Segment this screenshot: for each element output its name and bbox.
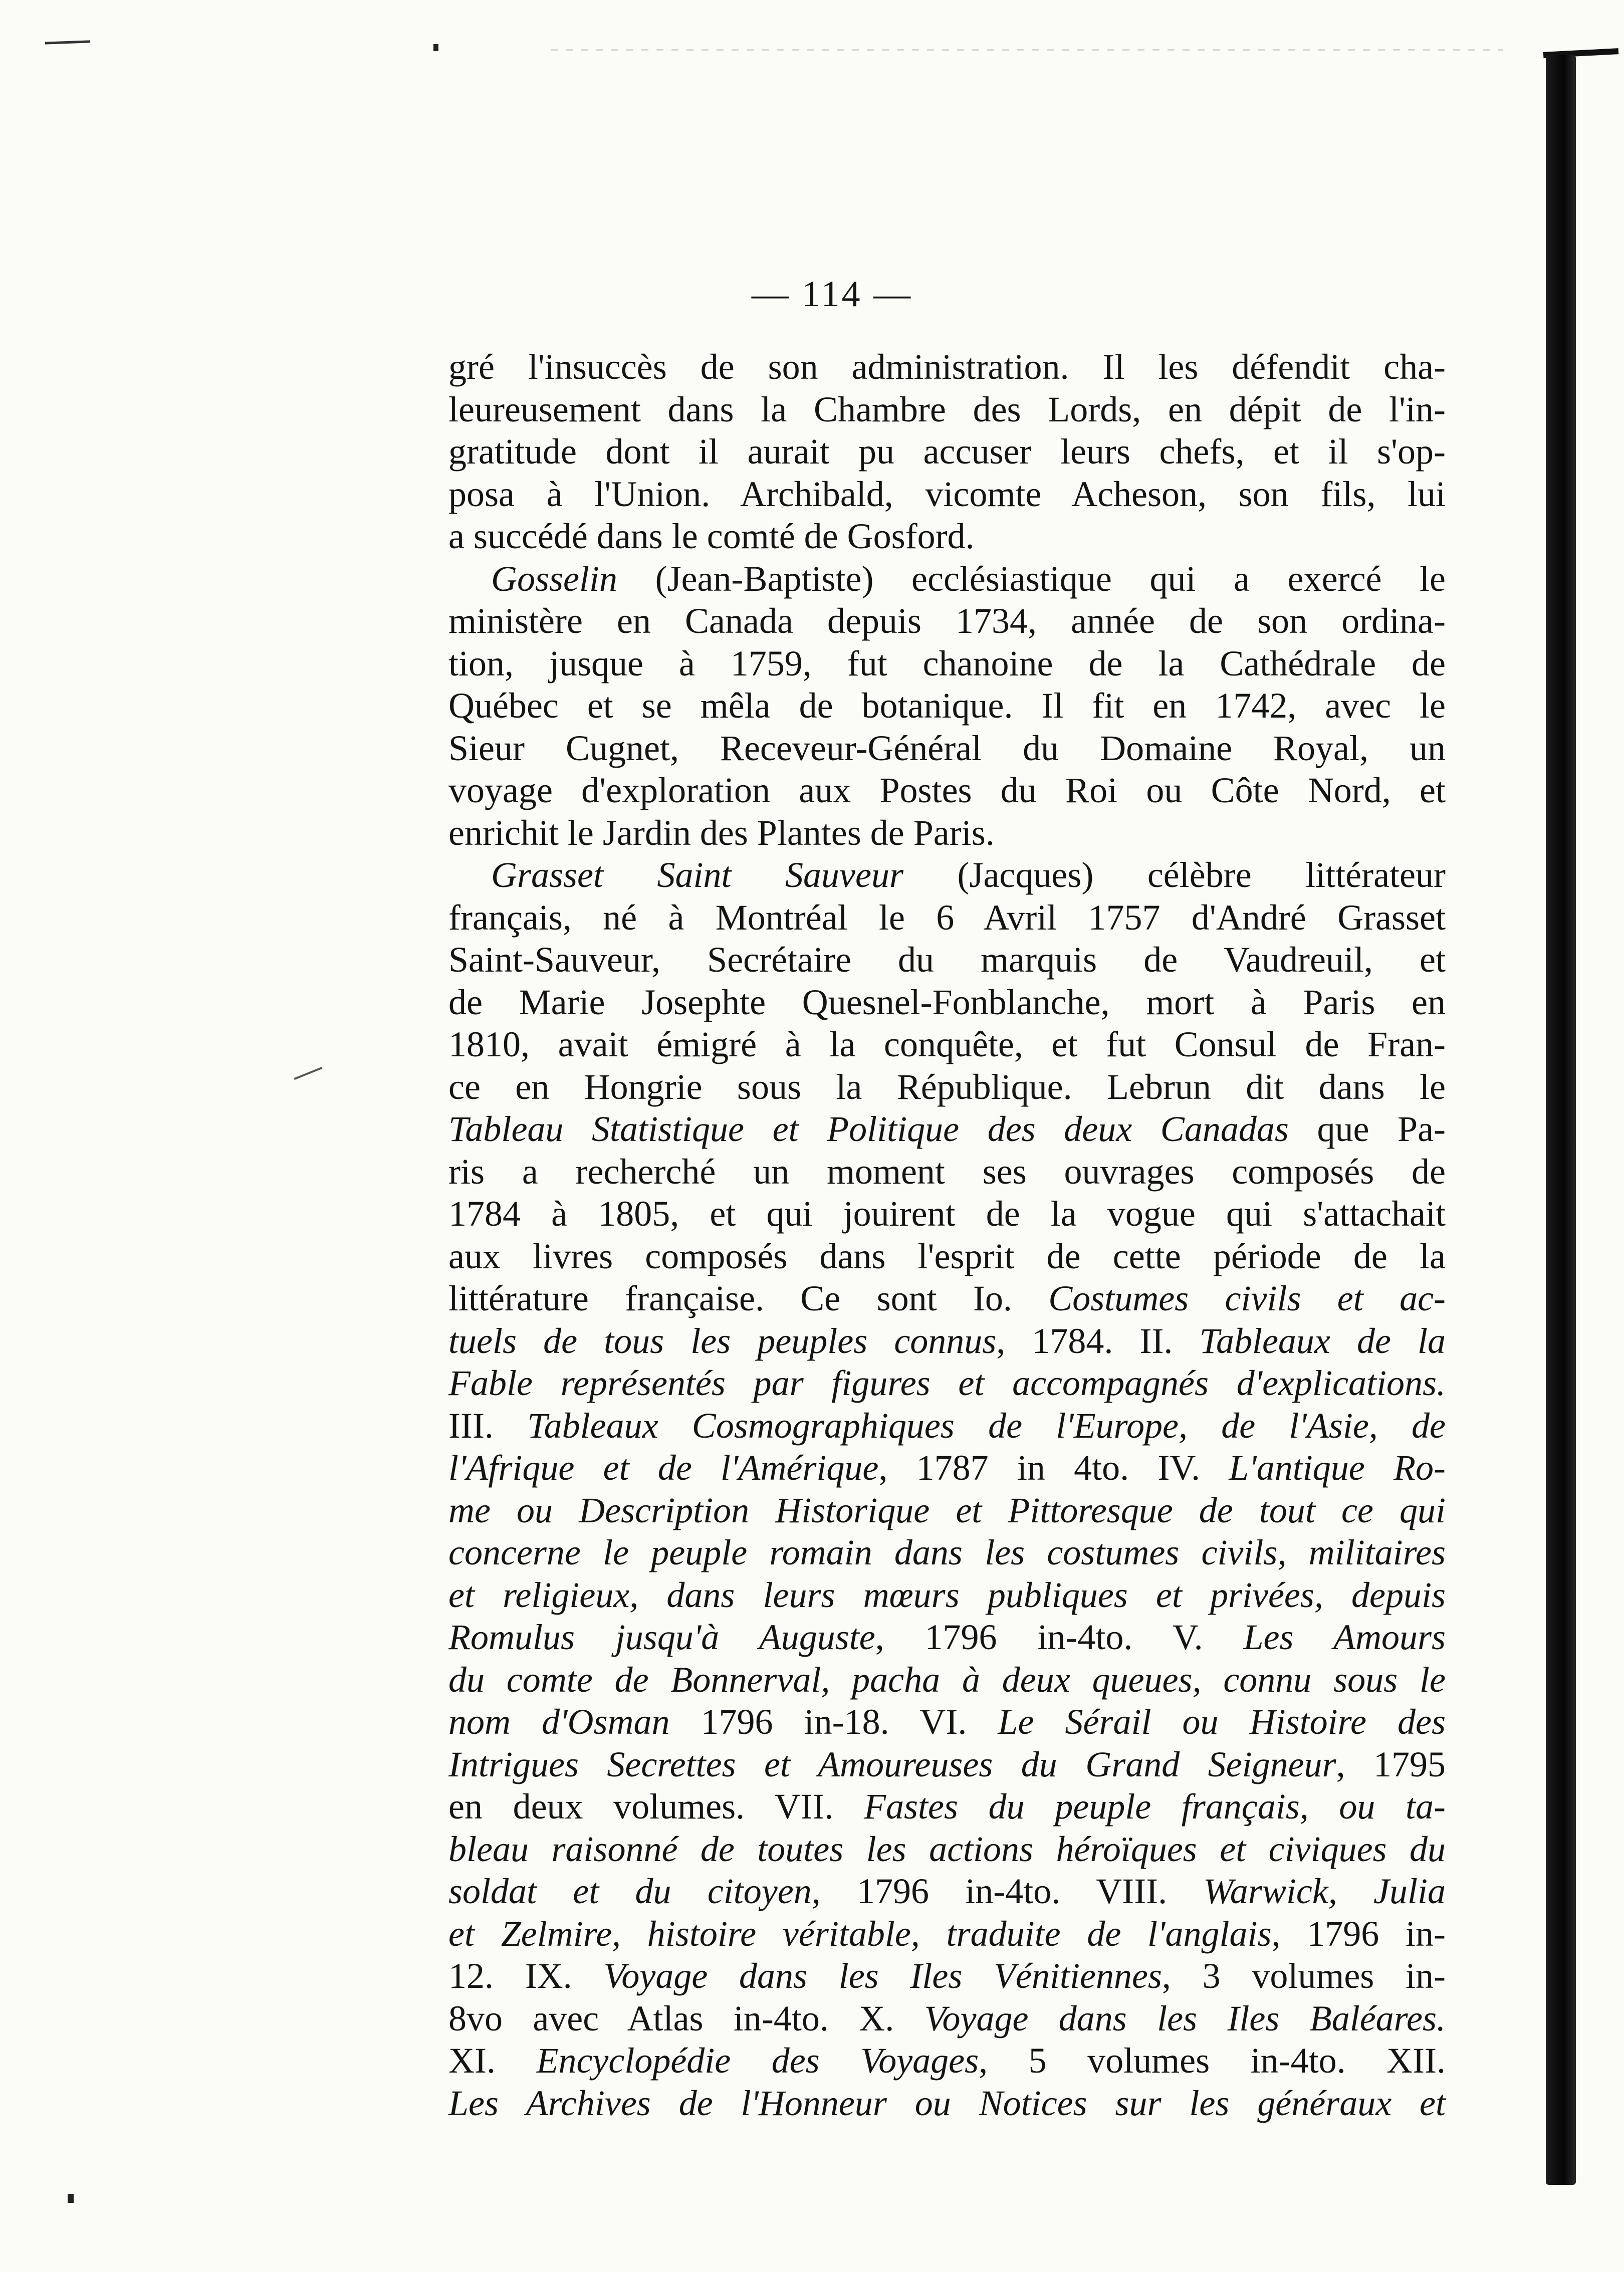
italic-segment: Romulus jusqu'à Auguste [448, 1617, 875, 1657]
text-segment: 1796 in-18. VI. [669, 1702, 998, 1742]
text-line [448, 981, 1446, 1024]
text-line [448, 812, 1446, 854]
italic-segment: L'antique Ro- [1229, 1448, 1446, 1488]
italic-segment: Grasset Saint Sauveur [491, 855, 903, 895]
text-segment: , 1796 in- [1271, 1913, 1446, 1954]
text-line [448, 1616, 1446, 1659]
text-line [448, 939, 1446, 981]
text-line [448, 642, 1446, 685]
text-segment: Sieur Cugnet, Receveur-Général du Domaine Royal, un [448, 728, 1446, 768]
body-text [448, 346, 1446, 2124]
text-line [448, 388, 1446, 431]
italic-segment: Tableau Statistique et Politique des deux Canadas [448, 1109, 1289, 1149]
scan-top-rule [551, 49, 1503, 51]
text-line [448, 473, 1446, 516]
text-line [448, 1447, 1446, 1489]
italic-segment: Les Amours [1243, 1617, 1446, 1657]
text-line [448, 1955, 1446, 1997]
text-line [448, 346, 1446, 388]
text-line [448, 1870, 1446, 1913]
italic-segment: l'Afrique et de l'Amérique [448, 1448, 879, 1488]
italic-segment: me ou Description Historique et Pittoresque de tout ce qui [448, 1490, 1446, 1530]
text-segment: , 1795 [1336, 1744, 1446, 1784]
text-line [448, 1828, 1446, 1871]
italic-segment: Fastes du peuple français, ou ta- [864, 1786, 1446, 1827]
text-line [448, 1489, 1446, 1532]
italic-segment: Tableaux de la [1199, 1320, 1446, 1361]
text-line [448, 1108, 1446, 1151]
text-line [448, 1362, 1446, 1405]
text-segment: en deux volumes. VII. [448, 1786, 864, 1827]
italic-segment: Costumes civils et ac- [1048, 1278, 1446, 1318]
text-line [448, 727, 1446, 770]
text-segment: Québec et se mêla de botanique. Il fit en 1742, avec le [448, 686, 1446, 726]
text-segment: (Jacques) célèbre littérateur [903, 855, 1446, 895]
binding-shadow [1546, 55, 1576, 2185]
text-segment: leureusement dans la Chambre des Lords, en dépit de l'in- [448, 389, 1446, 429]
text-segment: gratitude dont il aurait pu accuser leurs chefs, et il s'op- [448, 431, 1446, 472]
text-line [448, 1235, 1446, 1278]
italic-segment: Fable représentés par figures et accompagnés d'explications. [448, 1363, 1446, 1403]
text-segment: ce en Hongrie sous la République. Lebrun dit dans le [448, 1066, 1446, 1107]
text-line [448, 1913, 1446, 1955]
italic-segment: Tableaux Cosmographiques de l'Europe, de l'Asie, de [527, 1405, 1446, 1446]
text-segment: tion, jusque à 1759, fut chanoine de la Cathédrale de [448, 643, 1446, 684]
text-line [448, 1066, 1446, 1108]
text-segment: III. [448, 1405, 528, 1446]
text-segment: , 5 volumes in-4to. XII. [979, 2040, 1446, 2081]
text-segment: 1810, avait émigré à la conquête, et fut Consul de Fran- [448, 1024, 1446, 1064]
italic-segment: Warwick, Julia [1203, 1871, 1446, 1911]
text-segment: 1784 à 1805, et qui jouirent de la vogue qui s'attachait [448, 1194, 1446, 1234]
text-line [448, 600, 1446, 642]
text-line [448, 1785, 1446, 1828]
text-line [448, 1277, 1446, 1320]
italic-segment: soldat et du citoyen [448, 1871, 812, 1911]
text-line [448, 1193, 1446, 1235]
text-line [448, 1659, 1446, 1701]
text-line [448, 430, 1446, 473]
text-line [448, 515, 1446, 558]
text-line [448, 558, 1446, 600]
text-line [448, 1574, 1446, 1617]
text-segment: , 1787 in 4to. IV. [878, 1448, 1229, 1488]
text-line [448, 769, 1446, 812]
italic-segment: bleau raisonné de toutes les actions héroïques et civiques du [448, 1829, 1446, 1869]
page-number: — 114 — [751, 274, 913, 315]
text-line [448, 1997, 1446, 2040]
text-line [448, 896, 1446, 939]
text-line [448, 1743, 1446, 1786]
text-segment: que Pa- [1288, 1109, 1446, 1149]
italic-segment: concerne le peuple romain dans les costumes civils, militaires [448, 1532, 1446, 1572]
text-line [448, 1023, 1446, 1066]
italic-segment: Les Archives de l'Honneur ou Notices sur les généraux et [448, 2083, 1446, 2123]
text-segment: XI. [448, 2040, 537, 2081]
text-segment: , 1796 in-4to. V. [875, 1617, 1244, 1657]
text-segment: ministère en Canada depuis 1734, année de son ordina- [448, 601, 1446, 641]
scan-speck [68, 2194, 74, 2203]
text-segment: gré l'insuccès de son administration. Il les défendit cha- [448, 347, 1446, 387]
text-line [448, 2082, 1446, 2125]
italic-segment: Encyclopédie des Voyages [536, 2040, 979, 2081]
text-segment: (Jean-Baptiste) ecclésiastique qui a exercé le [617, 558, 1446, 599]
text-segment: voyage d'exploration aux Postes du Roi ou Côte Nord, et [448, 770, 1446, 810]
italic-segment: tuels de tous les peuples connus [448, 1320, 997, 1361]
text-line [448, 1320, 1446, 1362]
scan-stray-stroke [294, 1067, 322, 1080]
text-line [448, 854, 1446, 896]
italic-segment: nom d'Osman [448, 1702, 670, 1742]
scan-corner-mark [45, 40, 90, 44]
scan-speck [433, 44, 438, 51]
text-line [448, 1531, 1446, 1574]
text-segment: , 1784. II. [996, 1320, 1200, 1361]
italic-segment: du comte de Bonnerval, pacha à deux queues, connu sous le [448, 1659, 1446, 1700]
text-line [448, 1151, 1446, 1193]
text-line [448, 685, 1446, 727]
italic-segment: Voyage dans les Iles Baléares. [924, 1998, 1446, 2038]
text-line [448, 2039, 1446, 2082]
text-line [448, 1405, 1446, 1447]
text-segment: Saint-Sauveur, Secrétaire du marquis de Vaudreuil, et [448, 940, 1446, 980]
italic-segment: et religieux, dans leurs mœurs publiques et privées, depuis [448, 1574, 1446, 1615]
text-segment: 12. IX. [448, 1956, 604, 1996]
text-segment: a succédé dans le comté de Gosford. [448, 516, 975, 556]
italic-segment: Gosselin [491, 558, 617, 599]
italic-segment: Voyage dans les Iles Vénitiennes [603, 1956, 1162, 1996]
italic-segment: et Zelmire, histoire véritable, traduite de l'anglais [448, 1913, 1272, 1954]
text-segment: français, né à Montréal le 6 Avril 1757 d'André Grasset [448, 897, 1446, 938]
text-segment: 8vo avec Atlas in-4to. X. [448, 1998, 924, 2038]
text-segment: de Marie Josephte Quesnel-Fonblanche, mort à Paris en [448, 982, 1446, 1022]
text-segment: ris a recherché un moment ses ouvrages composés de [448, 1151, 1446, 1192]
text-segment: , 3 volumes in- [1162, 1956, 1446, 1996]
italic-segment: Intrigues Secrettes et Amoureuses du Grand Seigneur [448, 1744, 1336, 1784]
text-segment: posa à l'Union. Archibald, vicomte Acheson, son fils, lui [448, 474, 1446, 514]
text-segment: enrichit le Jardin des Plantes de Paris. [448, 812, 995, 853]
text-segment: aux livres composés dans l'esprit de cette période de la [448, 1236, 1446, 1276]
text-segment: , 1796 in-4to. VIII. [811, 1871, 1204, 1911]
text-segment: littérature française. Ce sont Io. [448, 1278, 1049, 1318]
text-line [448, 1701, 1446, 1743]
italic-segment: Le Sérail ou Histoire des [998, 1702, 1446, 1742]
